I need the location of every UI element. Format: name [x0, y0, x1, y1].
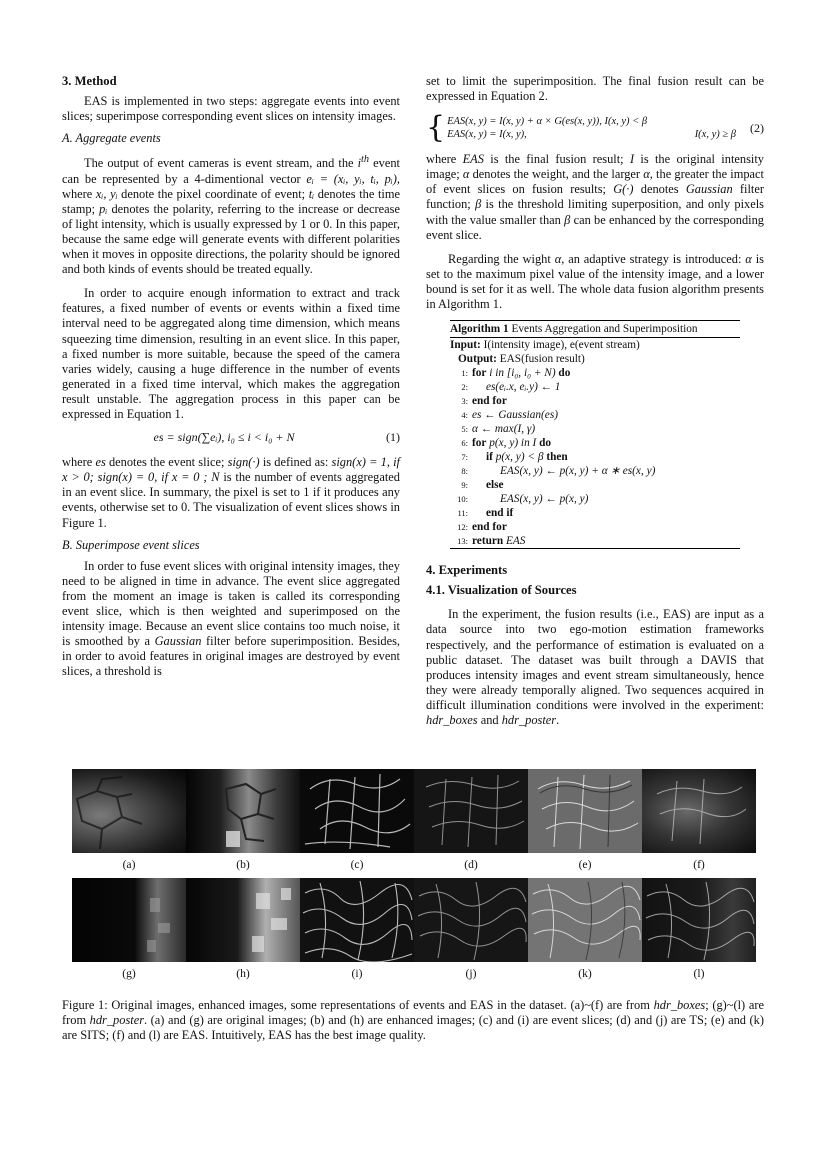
figure-label: (k) [578, 967, 592, 980]
figure-row-1 [72, 769, 756, 853]
paragraph-adaptive: Regarding the wight α, an adaptive strategy is introduced: α is set to the maximum pixel value of the intensity image, and a lower bound is set for it as well. The whole data fusion algorithm presents in Algorithm 1. [426, 251, 764, 312]
algorithm-line-body: es(eᵢ.x, eᵢ.y) ← 1 [486, 381, 561, 394]
method-intro: EAS is implemented in two steps: aggregate events into event slices; superimpose corresponding event slices on intensity images. [62, 94, 400, 124]
algorithm-output: Output: EAS(fusion result) [458, 353, 585, 366]
figure-label: (b) [236, 858, 250, 871]
paragraph-continued: set to limit the superimposition. The final fusion result can be expressed in Equation 2. [426, 74, 764, 104]
algorithm-line [450, 366, 740, 380]
figure-row-2 [72, 878, 756, 962]
paragraph-superimpose: In order to fuse event slices with original intensity images, they need to be aligned in time in advance. The event slice aggregated from the moment an image is taken is called its corresponding event slice, which is then weighted and superimposed on the intensity image. Because an event slice contains too much noise, it is smoothed by a Gaussian filter before superimposition. Besides, in order to avoid features in original images are destroyed by event slices, a threshold is [62, 558, 401, 679]
algorithm-title: Algorithm 1 Events Aggregation and Superimposition [450, 321, 740, 338]
figure-label: (c) [350, 858, 364, 871]
equation-2-line-2: EAS(x, y) = I(x, y), I(x, y) ≥ β [447, 129, 736, 141]
algorithm-line-body: for p(x, y) in I do [472, 437, 552, 450]
algorithm-line-number: 11: [457, 508, 468, 519]
right-column [426, 74, 764, 728]
algorithm-line-number: 7: [461, 452, 468, 463]
algorithm-line-number: 2: [461, 382, 468, 393]
algorithm-line-number: 13: [457, 536, 468, 547]
algorithm-line [450, 450, 740, 464]
algorithm-line-body: return EAS [472, 535, 526, 548]
algorithm-lines [450, 366, 740, 548]
figure-f-image [642, 769, 756, 853]
figure-label: (a) [122, 858, 136, 871]
paragraph-eas-definition: where EAS is the final fusion result; I is the original intensity image; α denotes the weight, and the larger α, the greater the impact of event slices on fusion results; G(·) denotes Gaussian filter function; β is the threshold limiting superposition, and only pixels with the value smaller than β can be enhanced by the corresponding event slice. [426, 152, 764, 242]
equation-2-number: (2) [750, 120, 764, 135]
section-3-title: 3. Method [62, 74, 117, 88]
paragraph-events: The output of event cameras is event stream, and the $i^{th}$ event can be represented by a 4-dimentional vector eᵢ = (xᵢ, yᵢ, tᵢ, pᵢ), where xᵢ, yᵢ denote the pixel coordinate of event; tᵢ denotes the time stamp; pᵢ denotes the polarity, referring to the increase or decrease of light intensity, which is usually expressed by 1 or 0. In this paper, because the same edge will generate events with different polarities when it moves in opposite directions, the polarity should be ignored and both kinds of events should be treated equally. [62, 154, 401, 277]
figure-g-image [72, 878, 186, 962]
equation-1-body: es = sign(∑eᵢ), i₀ ≤ i < i₀ + N [153, 430, 295, 445]
figure-label: (d) [464, 858, 478, 871]
equation-2-line-1: EAS(x, y) = I(x, y) + α × G(es(x, y)), I(x, y) < β [447, 116, 648, 128]
paragraph-sign-definition: where es denotes the event slice; sign(·) is defined as: sign(x) = 1, if x > 0; sign(x) = 0, if x = 0 ; N is the number of events aggregated in an event slice. In summary, the pixel is set to 1 if it produces any events, otherwise set to 0. The visualization of event slices shows in Figure 1. [62, 455, 400, 530]
algorithm-line [450, 436, 740, 450]
section-4-title: 4. Experiments [426, 563, 508, 578]
left-column [62, 74, 400, 680]
algorithm-line-number: 10: [457, 494, 468, 505]
algorithm-line-body: end for [472, 521, 507, 534]
algorithm-line-body: EAS(x, y) ← p(x, y) [500, 493, 589, 506]
algorithm-line-number: 5: [461, 424, 468, 435]
algorithm-line-body: α ← max(I, γ) [472, 423, 536, 436]
figure-label: (j) [465, 967, 477, 980]
figure-b-image [186, 769, 300, 853]
algorithm-line-number: 9: [461, 480, 468, 491]
algorithm-line-number: 1: [461, 368, 468, 379]
algorithm-line [450, 492, 740, 506]
algorithm-line-body: for i in [i₀, i₀ + N) do [472, 367, 571, 380]
algorithm-line-body: es ← Gaussian(es) [472, 409, 558, 422]
algorithm-line-body: EAS(x, y) ← p(x, y) + α ∗ es(x, y) [500, 465, 656, 478]
subsection-b-title: B. Superimpose event slices [62, 537, 200, 552]
algorithm-line [450, 506, 740, 520]
figure-label: (i) [351, 967, 363, 980]
algorithm-line [450, 520, 740, 534]
algorithm-line-number: 4: [461, 410, 468, 421]
figure-label: (g) [122, 967, 136, 980]
algorithm-line [450, 464, 740, 478]
algorithm-line-body: if p(x, y) < β then [486, 451, 568, 464]
algorithm-line-body: end if [486, 507, 514, 520]
figure-1-caption: Figure 1: Original images, enhanced images, some representations of events and EAS in the dataset. (a)~(f) are from hdr_boxes; (g)~(l) are from hdr_poster. (a) and (g) are original images; (b) and (h) are enhanced images; (c) and (i) are event slices; (d) and (j) are TS; (e) and (k) are SITS; (f) and (l) are EAS. Intuitively, EAS has the best image quality. [62, 998, 764, 1043]
figure-a-image [72, 769, 186, 853]
algorithm-line [450, 394, 740, 408]
algorithm-line [450, 408, 740, 422]
paragraph-experiment: In the experiment, the fusion results (i.e., EAS) are input as a data source into two ego-motion estimation frameworks respectively, and the performance of estimation is evaluated on a public dataset. The dataset was built through a DAVIS that produces intensity images and event stream simultaneously, hence they were already temporally aligned. Two sequences acquired in difficult illumination conditions were involved in the experiment: hdr_boxes and hdr_poster. [426, 607, 764, 727]
figure-label: (h) [236, 967, 250, 980]
algorithm-1 [450, 320, 740, 549]
section-4-1-title: 4.1. Visualization of Sources [426, 583, 577, 598]
figure-label: (f) [693, 858, 705, 871]
equation-1-number: (1) [386, 430, 400, 445]
figure-l-image [642, 878, 756, 962]
figure-e-image [528, 769, 642, 853]
algorithm-line-number: 12: [457, 522, 468, 533]
equation-1 [62, 430, 400, 445]
figure-label: (e) [578, 858, 592, 871]
figure-h-image [186, 878, 300, 962]
equation-2-brace: { [426, 110, 446, 146]
algorithm-input: Input: I(intensity image), e(event stream) [450, 339, 640, 352]
algorithm-line-number: 8: [461, 466, 468, 477]
figure-row-1-labels [72, 858, 756, 871]
algorithm-line [450, 534, 740, 548]
figure-row-2-labels [72, 967, 756, 980]
figure-k-image [528, 878, 642, 962]
algorithm-line [450, 478, 740, 492]
figure-d-image [414, 769, 528, 853]
algorithm-line-number: 3: [461, 396, 468, 407]
subsection-a-title: A. Aggregate events [62, 131, 161, 146]
algorithm-line [450, 422, 740, 436]
figure-label: (l) [693, 967, 705, 980]
figure-i-image [300, 878, 414, 962]
equation-2 [426, 110, 764, 146]
figure-c-image [300, 769, 414, 853]
figure-j-image [414, 878, 528, 962]
algorithm-line [450, 380, 740, 394]
paragraph-aggregation: In order to acquire enough information to extract and track features, a fixed number of events or events within a fixed time interval need to be aggregated along time dimension, which means squeezing time dimension, resulting in an event slice. In this paper, a fixed number is more suitable, because the speed of the camera varies widely, causing a huge difference in the number of events generated in a fixed time interval, which makes the aggregation result unstable. The aggregation process in this paper can be expressed in Equation 1. [62, 286, 400, 421]
algorithm-line-number: 6: [461, 438, 468, 449]
algorithm-line-body: end for [472, 395, 507, 408]
algorithm-line-body: else [486, 479, 504, 492]
